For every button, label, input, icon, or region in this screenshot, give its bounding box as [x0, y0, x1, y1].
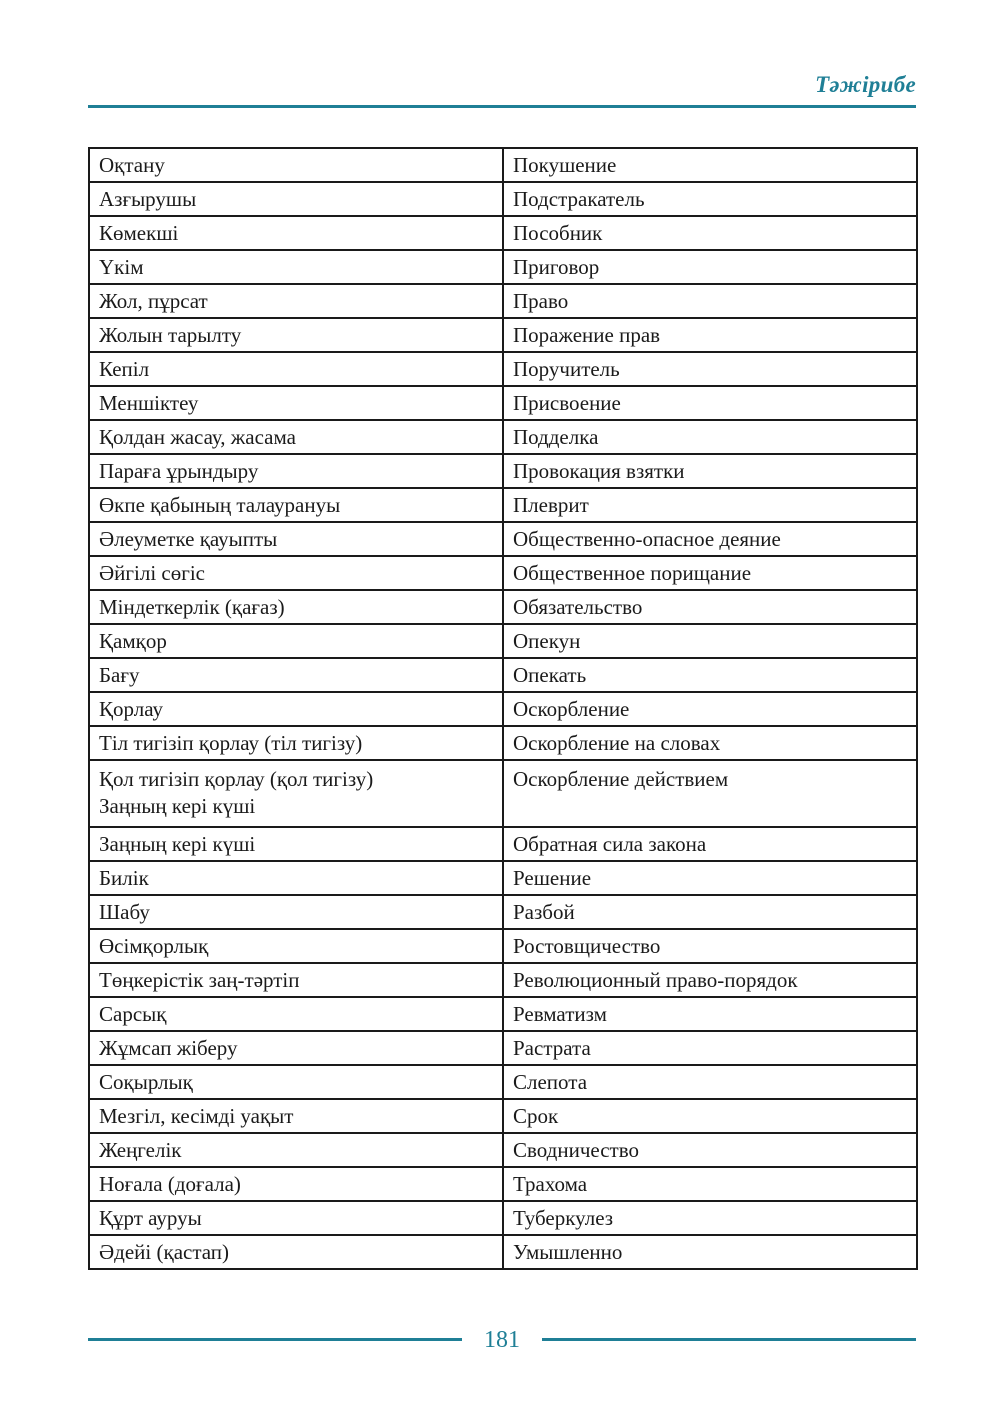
- kazakh-term: Төңкерістік заң-тәртіп: [89, 963, 503, 997]
- table-row: [89, 148, 917, 182]
- kazakh-term: Үкім: [89, 250, 503, 284]
- kazakh-term-line: Қол тигізіп қорлау (қол тигізу): [99, 767, 374, 791]
- table-row: [89, 590, 917, 624]
- table-row: [89, 1099, 917, 1133]
- kazakh-term: Міндеткерлік (қағаз): [89, 590, 503, 624]
- russian-term: Пособник: [503, 216, 917, 250]
- table-row: [89, 1133, 917, 1167]
- kazakh-term: Қорлау: [89, 692, 503, 726]
- russian-term: Присвоение: [503, 386, 917, 420]
- russian-term: Ревматизм: [503, 997, 917, 1031]
- russian-term: Подделка: [503, 420, 917, 454]
- table-row: [89, 454, 917, 488]
- kazakh-term: Құрт ауруы: [89, 1201, 503, 1235]
- russian-term: Поражение прав: [503, 318, 917, 352]
- russian-term: Обратная сила закона: [503, 827, 917, 861]
- kazakh-term: Қамқор: [89, 624, 503, 658]
- kazakh-term: Тіл тигізіп қорлау (тіл тигізу): [89, 726, 503, 760]
- table-row: [89, 1167, 917, 1201]
- table-row: [89, 963, 917, 997]
- kazakh-term: Шабу: [89, 895, 503, 929]
- russian-term: Разбой: [503, 895, 917, 929]
- table-row: [89, 895, 917, 929]
- table-row: [89, 861, 917, 895]
- kazakh-term: Бағу: [89, 658, 503, 692]
- table-row: [89, 216, 917, 250]
- kazakh-term: Қолдан жасау, жасама: [89, 420, 503, 454]
- table-row: [89, 420, 917, 454]
- russian-term: Опекун: [503, 624, 917, 658]
- kazakh-term: Параға ұрындыру: [89, 454, 503, 488]
- table-row: [89, 692, 917, 726]
- table-row: [89, 1031, 917, 1065]
- russian-term: Право: [503, 284, 917, 318]
- table-row: [89, 522, 917, 556]
- kazakh-term: Көмекші: [89, 216, 503, 250]
- kazakh-term: Өсімқорлық: [89, 929, 503, 963]
- table-row: [89, 997, 917, 1031]
- kazakh-term-line: Заңның кері күші: [99, 794, 256, 818]
- header-rule: [88, 105, 916, 108]
- kazakh-term: Жұмсап жіберу: [89, 1031, 503, 1065]
- russian-term: Обязательство: [503, 590, 917, 624]
- page-number: 181: [484, 1327, 520, 1353]
- table-row: [89, 556, 917, 590]
- russian-term: Приговор: [503, 250, 917, 284]
- russian-term: Общественное порищание: [503, 556, 917, 590]
- kazakh-term: Әлеуметке қауыпты: [89, 522, 503, 556]
- table-row: [89, 250, 917, 284]
- kazakh-term: Меншіктеу: [89, 386, 503, 420]
- kazakh-term: Сарсық: [89, 997, 503, 1031]
- russian-term: Умышленно: [503, 1235, 917, 1269]
- kazakh-term: Билік: [89, 861, 503, 895]
- kazakh-term: Кепіл: [89, 352, 503, 386]
- russian-term: Оскорбление на словах: [503, 726, 917, 760]
- table-row: [89, 929, 917, 963]
- russian-term: Подстракатель: [503, 182, 917, 216]
- table-row: [89, 827, 917, 861]
- russian-term: Поручитель: [503, 352, 917, 386]
- running-header-title: Тәжірибе: [815, 72, 916, 97]
- kazakh-term: Өкпе қабының талаурануы: [89, 488, 503, 522]
- table-row: [89, 1065, 917, 1099]
- russian-term: Общественно-опасное деяние: [503, 522, 917, 556]
- table-row: [89, 182, 917, 216]
- kazakh-term: Әдейі (қастап): [89, 1235, 503, 1269]
- table-row: [89, 658, 917, 692]
- table-row: [89, 726, 917, 760]
- kazakh-term: Ноғала (доғала): [89, 1167, 503, 1201]
- russian-term: Революционный право-порядок: [503, 963, 917, 997]
- russian-term: Покушение: [503, 148, 917, 182]
- glossary-table: [88, 147, 918, 1270]
- table-row: [89, 760, 917, 827]
- kazakh-term: Жол, пұрсат: [89, 284, 503, 318]
- russian-term: Оскорбление: [503, 692, 917, 726]
- table-row: [89, 352, 917, 386]
- russian-term: Решение: [503, 861, 917, 895]
- russian-term: Растрата: [503, 1031, 917, 1065]
- russian-term: Сводничество: [503, 1133, 917, 1167]
- russian-term: Трахома: [503, 1167, 917, 1201]
- russian-term: Туберкулез: [503, 1201, 917, 1235]
- table-row: [89, 1235, 917, 1269]
- table-row: [89, 1201, 917, 1235]
- kazakh-term: Жолын тарылту: [89, 318, 503, 352]
- kazakh-term: Әйгілі сөгіс: [89, 556, 503, 590]
- russian-term: Слепота: [503, 1065, 917, 1099]
- footer-rule-left: [88, 1338, 462, 1341]
- table-row: [89, 284, 917, 318]
- table-row: [89, 318, 917, 352]
- footer-rule-right: [542, 1338, 916, 1341]
- kazakh-term: [89, 760, 503, 827]
- table-row: [89, 624, 917, 658]
- kazakh-term: Оқтану: [89, 148, 503, 182]
- kazakh-term: Соқырлық: [89, 1065, 503, 1099]
- russian-term: Провокация взятки: [503, 454, 917, 488]
- table-row: [89, 488, 917, 522]
- kazakh-term: Азғырушы: [89, 182, 503, 216]
- russian-term: Плеврит: [503, 488, 917, 522]
- kazakh-term: Мезгіл, кесімді уақыт: [89, 1099, 503, 1133]
- russian-term: Срок: [503, 1099, 917, 1133]
- russian-term: Оскорбление действием: [503, 760, 917, 827]
- russian-term: Ростовщичество: [503, 929, 917, 963]
- kazakh-term: Жеңгелік: [89, 1133, 503, 1167]
- russian-term: Опекать: [503, 658, 917, 692]
- table-row: [89, 386, 917, 420]
- kazakh-term: Заңның кері күші: [89, 827, 503, 861]
